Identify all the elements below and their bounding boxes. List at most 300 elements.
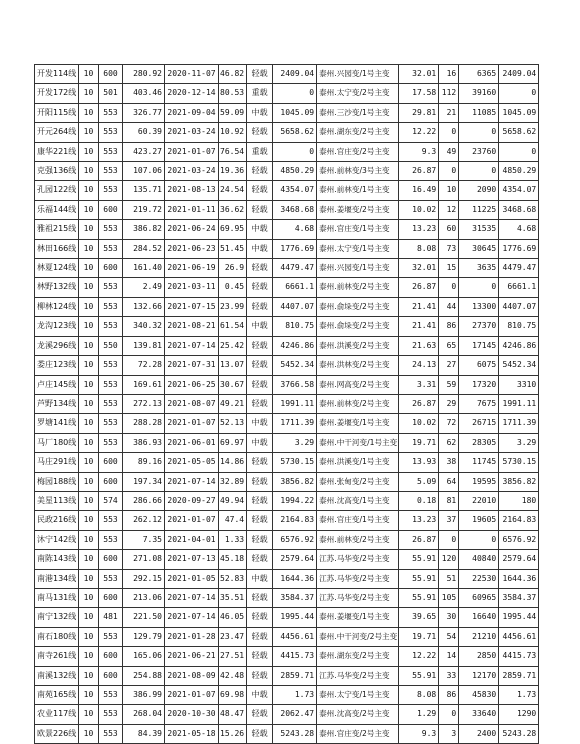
load-status-cell: 轻载: [247, 550, 273, 569]
date-cell: 2021-03-11: [165, 278, 219, 297]
current-cell: 403.46: [123, 84, 165, 103]
current-cell: 84.39: [123, 724, 165, 743]
table-row: [35, 142, 539, 161]
substation-cell: 泰州.太宁变/1号主变: [317, 686, 399, 705]
load-rate-cell: 61.54: [219, 317, 247, 336]
amount-cell: 39160: [459, 84, 499, 103]
date-cell: 2021-01-11: [165, 200, 219, 219]
current-cell: 161.40: [123, 259, 165, 278]
count-cell: 0: [439, 162, 459, 181]
table-row: [35, 686, 539, 705]
margin-cell: 1995.44: [273, 608, 317, 627]
transformer-rate-cell: 19.71: [399, 433, 439, 452]
transformer-rate-cell: 12.22: [399, 647, 439, 666]
load-status-cell: 轻载: [247, 666, 273, 685]
voltage-cell: 10: [79, 511, 99, 530]
substation-cell: 泰州.洪溪变/2号主变: [317, 336, 399, 355]
load-rate-cell: 13.07: [219, 356, 247, 375]
current-cell: 89.16: [123, 453, 165, 472]
substation-cell: 泰州.俞垛变/2号主变: [317, 297, 399, 316]
substation-cell: 泰州.兴园变/1号主变: [317, 259, 399, 278]
margin-cell: 4456.61: [273, 627, 317, 646]
margin-cell: 5730.15: [273, 453, 317, 472]
current-cell: 72.28: [123, 356, 165, 375]
voltage-cell: 10: [79, 550, 99, 569]
count-cell: 59: [439, 375, 459, 394]
load-rate-cell: 45.18: [219, 550, 247, 569]
amount-cell: 26715: [459, 414, 499, 433]
transformer-rate-cell: 55.91: [399, 550, 439, 569]
line-name: 开阳115线: [35, 103, 79, 122]
count-cell: 65: [439, 336, 459, 355]
capacity-cell: 553: [99, 239, 123, 258]
voltage-cell: 10: [79, 181, 99, 200]
line-name: 孔园122线: [35, 181, 79, 200]
voltage-cell: 10: [79, 84, 99, 103]
amount-cell: 6075: [459, 356, 499, 375]
margin-cell: 0: [273, 84, 317, 103]
load-status-cell: 轻载: [247, 588, 273, 607]
substation-cell: 泰州.网高变/2号主变: [317, 375, 399, 394]
amount-cell: 45830: [459, 686, 499, 705]
table-row: [35, 356, 539, 375]
amount-cell: 28305: [459, 433, 499, 452]
date-cell: 2021-03-24: [165, 162, 219, 181]
load-status-cell: 轻载: [247, 647, 273, 666]
available-cell: 2579.64: [499, 550, 539, 569]
capacity-cell: 553: [99, 142, 123, 161]
load-status-cell: 轻载: [247, 608, 273, 627]
date-cell: 2021-04-01: [165, 530, 219, 549]
load-rate-cell: 46.82: [219, 65, 247, 84]
margin-cell: 1711.39: [273, 414, 317, 433]
transformer-rate-cell: 1.29: [399, 705, 439, 724]
available-cell: 4850.29: [499, 162, 539, 181]
count-cell: 86: [439, 686, 459, 705]
load-rate-cell: 27.51: [219, 647, 247, 666]
date-cell: 2021-07-15: [165, 297, 219, 316]
current-cell: 107.06: [123, 162, 165, 181]
capacity-cell: 553: [99, 317, 123, 336]
capacity-cell: 553: [99, 627, 123, 646]
load-rate-cell: 24.54: [219, 181, 247, 200]
transformer-rate-cell: 21.41: [399, 297, 439, 316]
load-rate-cell: 10.92: [219, 123, 247, 142]
count-cell: 44: [439, 297, 459, 316]
date-cell: 2021-06-01: [165, 433, 219, 452]
substation-cell: 泰州.官庄变/2号主变: [317, 142, 399, 161]
line-name: 欧景226线: [35, 724, 79, 743]
available-cell: 2409.04: [499, 65, 539, 84]
load-status-cell: 轻载: [247, 123, 273, 142]
date-cell: 2021-03-24: [165, 123, 219, 142]
line-name: 林田166线: [35, 239, 79, 258]
substation-cell: 泰州.太宁变/2号主变: [317, 84, 399, 103]
load-rate-cell: 46.05: [219, 608, 247, 627]
available-cell: 3856.82: [499, 472, 539, 491]
current-cell: 262.12: [123, 511, 165, 530]
count-cell: 0: [439, 530, 459, 549]
current-cell: 340.32: [123, 317, 165, 336]
date-cell: 2021-01-07: [165, 414, 219, 433]
voltage-cell: 10: [79, 356, 99, 375]
load-rate-cell: 14.86: [219, 453, 247, 472]
transformer-rate-cell: 8.08: [399, 239, 439, 258]
capacity-cell: 550: [99, 336, 123, 355]
load-status-cell: 中载: [247, 686, 273, 705]
line-name: 罗塘141线: [35, 414, 79, 433]
capacity-cell: 600: [99, 65, 123, 84]
load-status-cell: 轻载: [247, 200, 273, 219]
substation-cell: 泰州.沈高变/1号主变: [317, 491, 399, 510]
transformer-rate-cell: 39.65: [399, 608, 439, 627]
available-cell: 1711.39: [499, 414, 539, 433]
line-name: 克强136线: [35, 162, 79, 181]
voltage-cell: 10: [79, 608, 99, 627]
amount-cell: 6365: [459, 65, 499, 84]
capacity-cell: 553: [99, 433, 123, 452]
count-cell: 0: [439, 705, 459, 724]
current-cell: 132.66: [123, 297, 165, 316]
load-status-cell: 重载: [247, 84, 273, 103]
substation-cell: 泰州.湖东变/2号主变: [317, 123, 399, 142]
line-name: 开元264线: [35, 123, 79, 142]
voltage-cell: 10: [79, 239, 99, 258]
substation-cell: 泰州.前林变/2号主变: [317, 530, 399, 549]
load-rate-cell: 69.98: [219, 686, 247, 705]
margin-cell: 2164.83: [273, 511, 317, 530]
table-row: [35, 608, 539, 627]
amount-cell: 22530: [459, 569, 499, 588]
date-cell: 2021-07-31: [165, 356, 219, 375]
table-row: [35, 297, 539, 316]
margin-cell: 1994.22: [273, 491, 317, 510]
available-cell: 4246.86: [499, 336, 539, 355]
available-cell: 0: [499, 142, 539, 161]
voltage-cell: 10: [79, 123, 99, 142]
date-cell: 2021-07-14: [165, 608, 219, 627]
load-rate-cell: 23.99: [219, 297, 247, 316]
current-cell: 165.06: [123, 647, 165, 666]
capacity-cell: 553: [99, 375, 123, 394]
capacity-cell: 600: [99, 588, 123, 607]
amount-cell: 2850: [459, 647, 499, 666]
substation-cell: 泰州.前林变/2号主变: [317, 394, 399, 413]
transformer-rate-cell: 32.01: [399, 65, 439, 84]
transformer-rate-cell: 24.13: [399, 356, 439, 375]
transformer-rate-cell: 5.09: [399, 472, 439, 491]
voltage-cell: 10: [79, 297, 99, 316]
voltage-cell: 10: [79, 686, 99, 705]
capacity-cell: 553: [99, 530, 123, 549]
count-cell: 14: [439, 647, 459, 666]
date-cell: 2021-01-07: [165, 511, 219, 530]
date-cell: 2021-07-14: [165, 336, 219, 355]
date-cell: 2021-08-13: [165, 181, 219, 200]
count-cell: 120: [439, 550, 459, 569]
substation-cell: 泰州.姜堰变/2号主变: [317, 200, 399, 219]
transformer-rate-cell: 29.81: [399, 103, 439, 122]
voltage-cell: 10: [79, 647, 99, 666]
table-row: [35, 103, 539, 122]
date-cell: 2021-01-28: [165, 627, 219, 646]
table-row: [35, 511, 539, 530]
table-row: [35, 569, 539, 588]
date-cell: 2021-06-25: [165, 375, 219, 394]
table-row: [35, 336, 539, 355]
transformer-rate-cell: 26.87: [399, 278, 439, 297]
table-row: [35, 627, 539, 646]
capacity-cell: 600: [99, 666, 123, 685]
available-cell: 1776.69: [499, 239, 539, 258]
substation-cell: 泰州.洪林变/2号主变: [317, 356, 399, 375]
count-cell: 10: [439, 181, 459, 200]
load-status-cell: 重载: [247, 142, 273, 161]
amount-cell: 17145: [459, 336, 499, 355]
count-cell: 12: [439, 200, 459, 219]
load-status-cell: 轻载: [247, 472, 273, 491]
load-status-cell: 轻载: [247, 453, 273, 472]
substation-cell: 江苏.马华变/2号主变: [317, 550, 399, 569]
table-row: [35, 84, 539, 103]
load-rate-cell: 1.33: [219, 530, 247, 549]
load-status-cell: 轻载: [247, 375, 273, 394]
load-status-cell: 中载: [247, 317, 273, 336]
margin-cell: 4479.47: [273, 259, 317, 278]
voltage-cell: 10: [79, 588, 99, 607]
available-cell: 4.68: [499, 220, 539, 239]
margin-cell: 4850.29: [273, 162, 317, 181]
load-status-cell: 轻载: [247, 724, 273, 743]
count-cell: 49: [439, 142, 459, 161]
current-cell: 386.93: [123, 433, 165, 452]
voltage-cell: 10: [79, 142, 99, 161]
line-name: 马庄291线: [35, 453, 79, 472]
margin-cell: 3468.68: [273, 200, 317, 219]
table-row: [35, 394, 539, 413]
load-status-cell: 轻载: [247, 278, 273, 297]
current-cell: 326.77: [123, 103, 165, 122]
current-cell: 386.82: [123, 220, 165, 239]
amount-cell: 30645: [459, 239, 499, 258]
count-cell: 29: [439, 394, 459, 413]
voltage-cell: 10: [79, 453, 99, 472]
margin-cell: 1045.09: [273, 103, 317, 122]
transformer-rate-cell: 17.58: [399, 84, 439, 103]
margin-cell: 4246.86: [273, 336, 317, 355]
substation-cell: 泰州.官庄变/1号主变: [317, 220, 399, 239]
amount-cell: 23760: [459, 142, 499, 161]
capacity-cell: 501: [99, 84, 123, 103]
load-rate-cell: 80.53: [219, 84, 247, 103]
capacity-cell: 553: [99, 511, 123, 530]
margin-cell: 2062.47: [273, 705, 317, 724]
current-cell: 268.04: [123, 705, 165, 724]
date-cell: 2021-06-19: [165, 259, 219, 278]
count-cell: 72: [439, 414, 459, 433]
load-status-cell: 中载: [247, 239, 273, 258]
load-status-cell: 轻载: [247, 511, 273, 530]
capacity-cell: 600: [99, 472, 123, 491]
load-status-cell: 轻载: [247, 530, 273, 549]
margin-cell: 4407.07: [273, 297, 317, 316]
current-cell: 2.49: [123, 278, 165, 297]
load-status-cell: 轻载: [247, 162, 273, 181]
amount-cell: 11225: [459, 200, 499, 219]
load-rate-cell: 42.48: [219, 666, 247, 685]
load-rate-cell: 69.95: [219, 220, 247, 239]
available-cell: 4479.47: [499, 259, 539, 278]
current-cell: 221.50: [123, 608, 165, 627]
load-status-cell: 轻载: [247, 259, 273, 278]
line-name: 农业117线: [35, 705, 79, 724]
substation-cell: 泰州.中干河变/2号主变: [317, 627, 399, 646]
amount-cell: 17320: [459, 375, 499, 394]
date-cell: 2020-11-07: [165, 65, 219, 84]
available-cell: 4456.61: [499, 627, 539, 646]
capacity-cell: 553: [99, 394, 123, 413]
capacity-cell: 553: [99, 686, 123, 705]
line-name: 林野132线: [35, 278, 79, 297]
margin-cell: 1644.36: [273, 569, 317, 588]
capacity-cell: 574: [99, 491, 123, 510]
margin-cell: 0: [273, 142, 317, 161]
current-cell: 280.92: [123, 65, 165, 84]
load-rate-cell: 76.54: [219, 142, 247, 161]
available-cell: 5452.34: [499, 356, 539, 375]
capacity-cell: 553: [99, 181, 123, 200]
amount-cell: 22010: [459, 491, 499, 510]
load-status-cell: 轻载: [247, 705, 273, 724]
voltage-cell: 10: [79, 433, 99, 452]
date-cell: 2020-10-30: [165, 705, 219, 724]
substation-cell: 泰州.俞垛变/2号主变: [317, 317, 399, 336]
table-row: [35, 530, 539, 549]
load-status-cell: 轻载: [247, 356, 273, 375]
voltage-cell: 10: [79, 724, 99, 743]
amount-cell: 3635: [459, 259, 499, 278]
margin-cell: 2409.04: [273, 65, 317, 84]
load-status-cell: 中载: [247, 103, 273, 122]
load-rate-cell: 32.89: [219, 472, 247, 491]
transformer-rate-cell: 16.49: [399, 181, 439, 200]
load-rate-cell: 48.47: [219, 705, 247, 724]
amount-cell: 11085: [459, 103, 499, 122]
margin-cell: 2859.71: [273, 666, 317, 685]
table-row: [35, 550, 539, 569]
margin-cell: 1776.69: [273, 239, 317, 258]
table-row: [35, 200, 539, 219]
capacity-cell: 553: [99, 724, 123, 743]
line-name: 龙溪296线: [35, 336, 79, 355]
date-cell: 2021-09-04: [165, 103, 219, 122]
margin-cell: 4.68: [273, 220, 317, 239]
voltage-cell: 10: [79, 705, 99, 724]
amount-cell: 2400: [459, 724, 499, 743]
table-row: [35, 239, 539, 258]
count-cell: 51: [439, 569, 459, 588]
current-cell: 272.13: [123, 394, 165, 413]
voltage-cell: 10: [79, 414, 99, 433]
substation-cell: 泰州.湖东变/2号主变: [317, 647, 399, 666]
margin-cell: 6576.92: [273, 530, 317, 549]
capacity-cell: 481: [99, 608, 123, 627]
amount-cell: 0: [459, 530, 499, 549]
transformer-rate-cell: 9.3: [399, 142, 439, 161]
table-row: [35, 65, 539, 84]
date-cell: 2021-01-05: [165, 569, 219, 588]
voltage-cell: 10: [79, 278, 99, 297]
table-row: [35, 433, 539, 452]
date-cell: 2021-05-05: [165, 453, 219, 472]
count-cell: 73: [439, 239, 459, 258]
line-name: 龙沟123线: [35, 317, 79, 336]
voltage-cell: 10: [79, 162, 99, 181]
table-row: [35, 491, 539, 510]
load-status-cell: 轻载: [247, 336, 273, 355]
capacity-cell: 553: [99, 278, 123, 297]
substation-cell: 泰州.官庄变/2号主变: [317, 724, 399, 743]
line-name: 卢庄145线: [35, 375, 79, 394]
capacity-cell: 600: [99, 200, 123, 219]
amount-cell: 13300: [459, 297, 499, 316]
load-status-cell: 中载: [247, 414, 273, 433]
count-cell: 30: [439, 608, 459, 627]
load-status-cell: 轻载: [247, 627, 273, 646]
date-cell: 2021-07-14: [165, 472, 219, 491]
capacity-cell: 553: [99, 123, 123, 142]
available-cell: 1045.09: [499, 103, 539, 122]
substation-cell: 泰州.沈高变/2号主变: [317, 705, 399, 724]
line-name: 柳林124线: [35, 297, 79, 316]
line-name: 梅园188线: [35, 472, 79, 491]
transformer-rate-cell: 0.18: [399, 491, 439, 510]
amount-cell: 2090: [459, 181, 499, 200]
available-cell: 1290: [499, 705, 539, 724]
transformer-rate-cell: 26.87: [399, 530, 439, 549]
table-row: [35, 278, 539, 297]
date-cell: 2021-08-21: [165, 317, 219, 336]
current-cell: 423.27: [123, 142, 165, 161]
capacity-cell: 553: [99, 162, 123, 181]
load-rate-cell: 25.42: [219, 336, 247, 355]
date-cell: 2021-06-24: [165, 220, 219, 239]
transformer-rate-cell: 55.91: [399, 588, 439, 607]
capacity-cell: 553: [99, 414, 123, 433]
table-row: [35, 259, 539, 278]
available-cell: 6576.92: [499, 530, 539, 549]
substation-cell: 泰州.洪溪变/1号主变: [317, 453, 399, 472]
amount-cell: 11745: [459, 453, 499, 472]
current-cell: 139.81: [123, 336, 165, 355]
substation-cell: 泰州.三沙变/1号主变: [317, 103, 399, 122]
available-cell: 3.29: [499, 433, 539, 452]
current-cell: 292.15: [123, 569, 165, 588]
line-name: 南溪132线: [35, 666, 79, 685]
current-cell: 60.39: [123, 123, 165, 142]
date-cell: 2021-08-07: [165, 394, 219, 413]
amount-cell: 0: [459, 123, 499, 142]
count-cell: 86: [439, 317, 459, 336]
voltage-cell: 10: [79, 394, 99, 413]
line-name: 开发114线: [35, 65, 79, 84]
line-name: 南寺261线: [35, 647, 79, 666]
table-row: [35, 453, 539, 472]
transformer-rate-cell: 32.01: [399, 259, 439, 278]
amount-cell: 31535: [459, 220, 499, 239]
voltage-cell: 10: [79, 375, 99, 394]
load-rate-cell: 52.13: [219, 414, 247, 433]
